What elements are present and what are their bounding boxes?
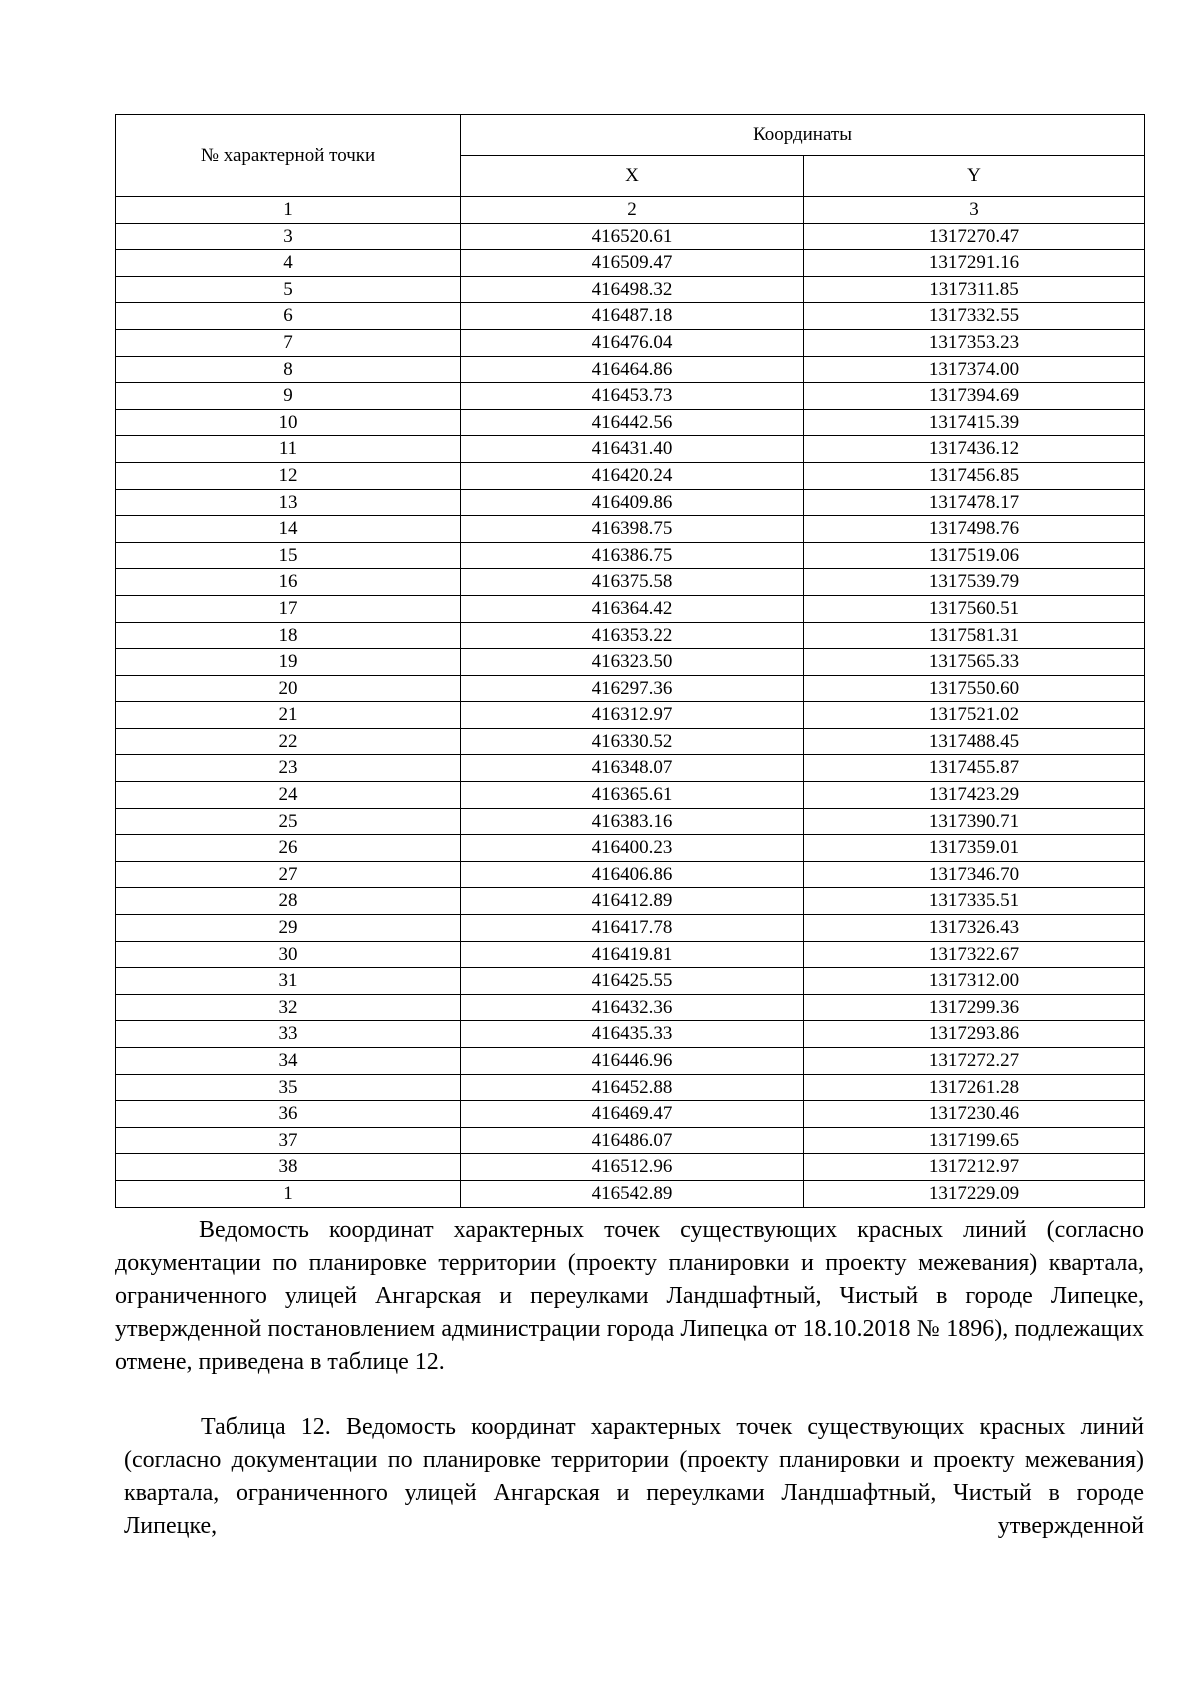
point-number-cell: 35 xyxy=(116,1074,461,1101)
table-row xyxy=(116,1154,1145,1181)
point-number-header: № характерной точки xyxy=(116,115,461,197)
table-row xyxy=(116,1127,1145,1154)
x-coordinate-cell: 416425.55 xyxy=(461,968,804,995)
table-row xyxy=(116,329,1145,356)
point-number-cell: 34 xyxy=(116,1048,461,1075)
y-coordinate-cell: 1317415.39 xyxy=(804,409,1145,436)
x-coordinate-cell: 416330.52 xyxy=(461,728,804,755)
column-number: 2 xyxy=(461,197,804,224)
x-coordinate-cell: 416412.89 xyxy=(461,888,804,915)
x-coordinate-cell: 416312.97 xyxy=(461,702,804,729)
table-row xyxy=(116,835,1145,862)
point-number-cell: 36 xyxy=(116,1101,461,1128)
table-row xyxy=(116,462,1145,489)
y-coordinate-cell: 1317423.29 xyxy=(804,782,1145,809)
y-coordinate-cell: 1317230.46 xyxy=(804,1101,1145,1128)
point-number-cell: 26 xyxy=(116,835,461,862)
table-row xyxy=(116,1101,1145,1128)
y-coordinate-cell: 1317293.86 xyxy=(804,1021,1145,1048)
table-row xyxy=(116,383,1145,410)
y-coordinate-cell: 1317390.71 xyxy=(804,808,1145,835)
y-coordinate-cell: 1317359.01 xyxy=(804,835,1145,862)
y-coordinate-cell: 1317581.31 xyxy=(804,622,1145,649)
y-coordinate-cell: 1317272.27 xyxy=(804,1048,1145,1075)
x-coordinate-cell: 416420.24 xyxy=(461,462,804,489)
x-coordinate-cell: 416353.22 xyxy=(461,622,804,649)
y-coordinate-cell: 1317455.87 xyxy=(804,755,1145,782)
x-coordinate-cell: 416452.88 xyxy=(461,1074,804,1101)
x-coordinate-cell: 416476.04 xyxy=(461,329,804,356)
point-number-cell: 19 xyxy=(116,649,461,676)
x-coordinate-cell: 416375.58 xyxy=(461,569,804,596)
y-coordinate-cell: 1317299.36 xyxy=(804,994,1145,1021)
y-coordinate-cell: 1317335.51 xyxy=(804,888,1145,915)
point-number-cell: 38 xyxy=(116,1154,461,1181)
x-coordinate-cell: 416464.86 xyxy=(461,356,804,383)
table-row xyxy=(116,595,1145,622)
table-row xyxy=(116,1180,1145,1207)
point-number-cell: 9 xyxy=(116,383,461,410)
x-header: X xyxy=(461,156,804,197)
point-number-cell: 12 xyxy=(116,462,461,489)
point-number-cell: 7 xyxy=(116,329,461,356)
y-coordinate-cell: 1317394.69 xyxy=(804,383,1145,410)
y-coordinate-cell: 1317498.76 xyxy=(804,516,1145,543)
x-coordinate-cell: 416386.75 xyxy=(461,542,804,569)
table-row xyxy=(116,915,1145,942)
y-coordinate-cell: 1317270.47 xyxy=(804,223,1145,250)
point-number-cell: 20 xyxy=(116,675,461,702)
table-row xyxy=(116,622,1145,649)
point-number-cell: 6 xyxy=(116,303,461,330)
x-coordinate-cell: 416442.56 xyxy=(461,409,804,436)
point-number-cell: 1 xyxy=(116,1180,461,1207)
point-number-cell: 32 xyxy=(116,994,461,1021)
point-number-cell: 24 xyxy=(116,782,461,809)
table-row xyxy=(116,542,1145,569)
paragraph-statement: Ведомость координат характерных точек существующих красных линий (согласно документации по планировке территории (проекту планировки и проекту межевания) квартала, ограниченного улицей Ангарская и переулками Ландшафтный, Чистый в городе Липецке, утвержденной постановлением администрации города Липецка от 18.10.2018 № 1896), подлежащих отмене, приведена в таблице 12. xyxy=(115,1217,1144,1375)
point-number-cell: 15 xyxy=(116,542,461,569)
y-coordinate-cell: 1317322.67 xyxy=(804,941,1145,968)
y-coordinate-cell: 1317326.43 xyxy=(804,915,1145,942)
y-coordinate-cell: 1317560.51 xyxy=(804,595,1145,622)
column-number: 3 xyxy=(804,197,1145,224)
point-number-cell: 17 xyxy=(116,595,461,622)
y-coordinate-cell: 1317291.16 xyxy=(804,250,1145,277)
x-coordinate-cell: 416512.96 xyxy=(461,1154,804,1181)
table-row xyxy=(116,489,1145,516)
point-number-cell: 11 xyxy=(116,436,461,463)
x-coordinate-cell: 416383.16 xyxy=(461,808,804,835)
x-coordinate-cell: 416348.07 xyxy=(461,755,804,782)
x-coordinate-cell: 416406.86 xyxy=(461,861,804,888)
x-coordinate-cell: 416323.50 xyxy=(461,649,804,676)
y-coordinate-cell: 1317332.55 xyxy=(804,303,1145,330)
table-row xyxy=(116,223,1145,250)
point-number-cell: 8 xyxy=(116,356,461,383)
point-number-cell: 10 xyxy=(116,409,461,436)
point-number-cell: 13 xyxy=(116,489,461,516)
table-row xyxy=(116,994,1145,1021)
y-coordinate-cell: 1317199.65 xyxy=(804,1127,1145,1154)
point-number-cell: 31 xyxy=(116,968,461,995)
x-coordinate-cell: 416542.89 xyxy=(461,1180,804,1207)
x-coordinate-cell: 416364.42 xyxy=(461,595,804,622)
point-number-cell: 25 xyxy=(116,808,461,835)
x-coordinate-cell: 416453.73 xyxy=(461,383,804,410)
point-number-cell: 16 xyxy=(116,569,461,596)
table-row xyxy=(116,1048,1145,1075)
table-row xyxy=(116,1021,1145,1048)
table-row xyxy=(116,808,1145,835)
y-coordinate-cell: 1317521.02 xyxy=(804,702,1145,729)
point-number-cell: 3 xyxy=(116,223,461,250)
table-row xyxy=(116,569,1145,596)
x-coordinate-cell: 416469.47 xyxy=(461,1101,804,1128)
table-row xyxy=(116,516,1145,543)
y-coordinate-cell: 1317261.28 xyxy=(804,1074,1145,1101)
y-coordinate-cell: 1317353.23 xyxy=(804,329,1145,356)
table-row xyxy=(116,861,1145,888)
point-number-cell: 14 xyxy=(116,516,461,543)
point-number-cell: 23 xyxy=(116,755,461,782)
point-number-cell: 5 xyxy=(116,276,461,303)
y-coordinate-cell: 1317311.85 xyxy=(804,276,1145,303)
x-coordinate-cell: 416400.23 xyxy=(461,835,804,862)
y-coordinate-cell: 1317550.60 xyxy=(804,675,1145,702)
y-coordinate-cell: 1317456.85 xyxy=(804,462,1145,489)
y-coordinate-cell: 1317374.00 xyxy=(804,356,1145,383)
table-row xyxy=(116,1074,1145,1101)
y-coordinate-cell: 1317312.00 xyxy=(804,968,1145,995)
coordinates-header: Координаты xyxy=(461,115,1145,156)
point-number-cell: 28 xyxy=(116,888,461,915)
table-row xyxy=(116,968,1145,995)
x-coordinate-cell: 416487.18 xyxy=(461,303,804,330)
x-coordinate-cell: 416419.81 xyxy=(461,941,804,968)
x-coordinate-cell: 416509.47 xyxy=(461,250,804,277)
table-caption: Таблица 12. Ведомость координат характерных точек существующих красных линий (согласно документации по планировке территории (проекту планировки и проекту межевания) квартала, ограниченного улицей Ангарская и переулками Ландшафтный, Чистый в городе Липецке, утвержденной xyxy=(124,1414,1144,1539)
x-coordinate-cell: 416417.78 xyxy=(461,915,804,942)
x-coordinate-cell: 416446.96 xyxy=(461,1048,804,1075)
point-number-cell: 22 xyxy=(116,728,461,755)
x-coordinate-cell: 416297.36 xyxy=(461,675,804,702)
column-number-row xyxy=(116,197,1145,224)
table-row xyxy=(116,941,1145,968)
point-number-cell: 27 xyxy=(116,861,461,888)
y-coordinate-cell: 1317478.17 xyxy=(804,489,1145,516)
point-number-cell: 18 xyxy=(116,622,461,649)
point-number-cell: 29 xyxy=(116,915,461,942)
x-coordinate-cell: 416520.61 xyxy=(461,223,804,250)
coordinates-table xyxy=(115,114,1145,1208)
y-coordinate-cell: 1317212.97 xyxy=(804,1154,1145,1181)
y-header: Y xyxy=(804,156,1145,197)
x-coordinate-cell: 416432.36 xyxy=(461,994,804,1021)
x-coordinate-cell: 416409.86 xyxy=(461,489,804,516)
y-coordinate-cell: 1317229.09 xyxy=(804,1180,1145,1207)
table-body xyxy=(116,223,1145,1207)
table-row xyxy=(116,702,1145,729)
table-row xyxy=(116,755,1145,782)
table-row xyxy=(116,436,1145,463)
table-row xyxy=(116,409,1145,436)
point-number-cell: 4 xyxy=(116,250,461,277)
y-coordinate-cell: 1317346.70 xyxy=(804,861,1145,888)
table-row xyxy=(116,675,1145,702)
x-coordinate-cell: 416435.33 xyxy=(461,1021,804,1048)
point-number-cell: 21 xyxy=(116,702,461,729)
y-coordinate-cell: 1317488.45 xyxy=(804,728,1145,755)
table-row xyxy=(116,782,1145,809)
table-row xyxy=(116,888,1145,915)
x-coordinate-cell: 416498.32 xyxy=(461,276,804,303)
column-number: 1 xyxy=(116,197,461,224)
table-row xyxy=(116,356,1145,383)
point-number-cell: 33 xyxy=(116,1021,461,1048)
y-coordinate-cell: 1317565.33 xyxy=(804,649,1145,676)
y-coordinate-cell: 1317539.79 xyxy=(804,569,1145,596)
x-coordinate-cell: 416398.75 xyxy=(461,516,804,543)
point-number-cell: 30 xyxy=(116,941,461,968)
table-row xyxy=(116,728,1145,755)
table-row xyxy=(116,250,1145,277)
table-row xyxy=(116,649,1145,676)
y-coordinate-cell: 1317436.12 xyxy=(804,436,1145,463)
table-row xyxy=(116,303,1145,330)
table-row xyxy=(116,276,1145,303)
point-number-cell: 37 xyxy=(116,1127,461,1154)
x-coordinate-cell: 416365.61 xyxy=(461,782,804,809)
x-coordinate-cell: 416431.40 xyxy=(461,436,804,463)
y-coordinate-cell: 1317519.06 xyxy=(804,542,1145,569)
x-coordinate-cell: 416486.07 xyxy=(461,1127,804,1154)
